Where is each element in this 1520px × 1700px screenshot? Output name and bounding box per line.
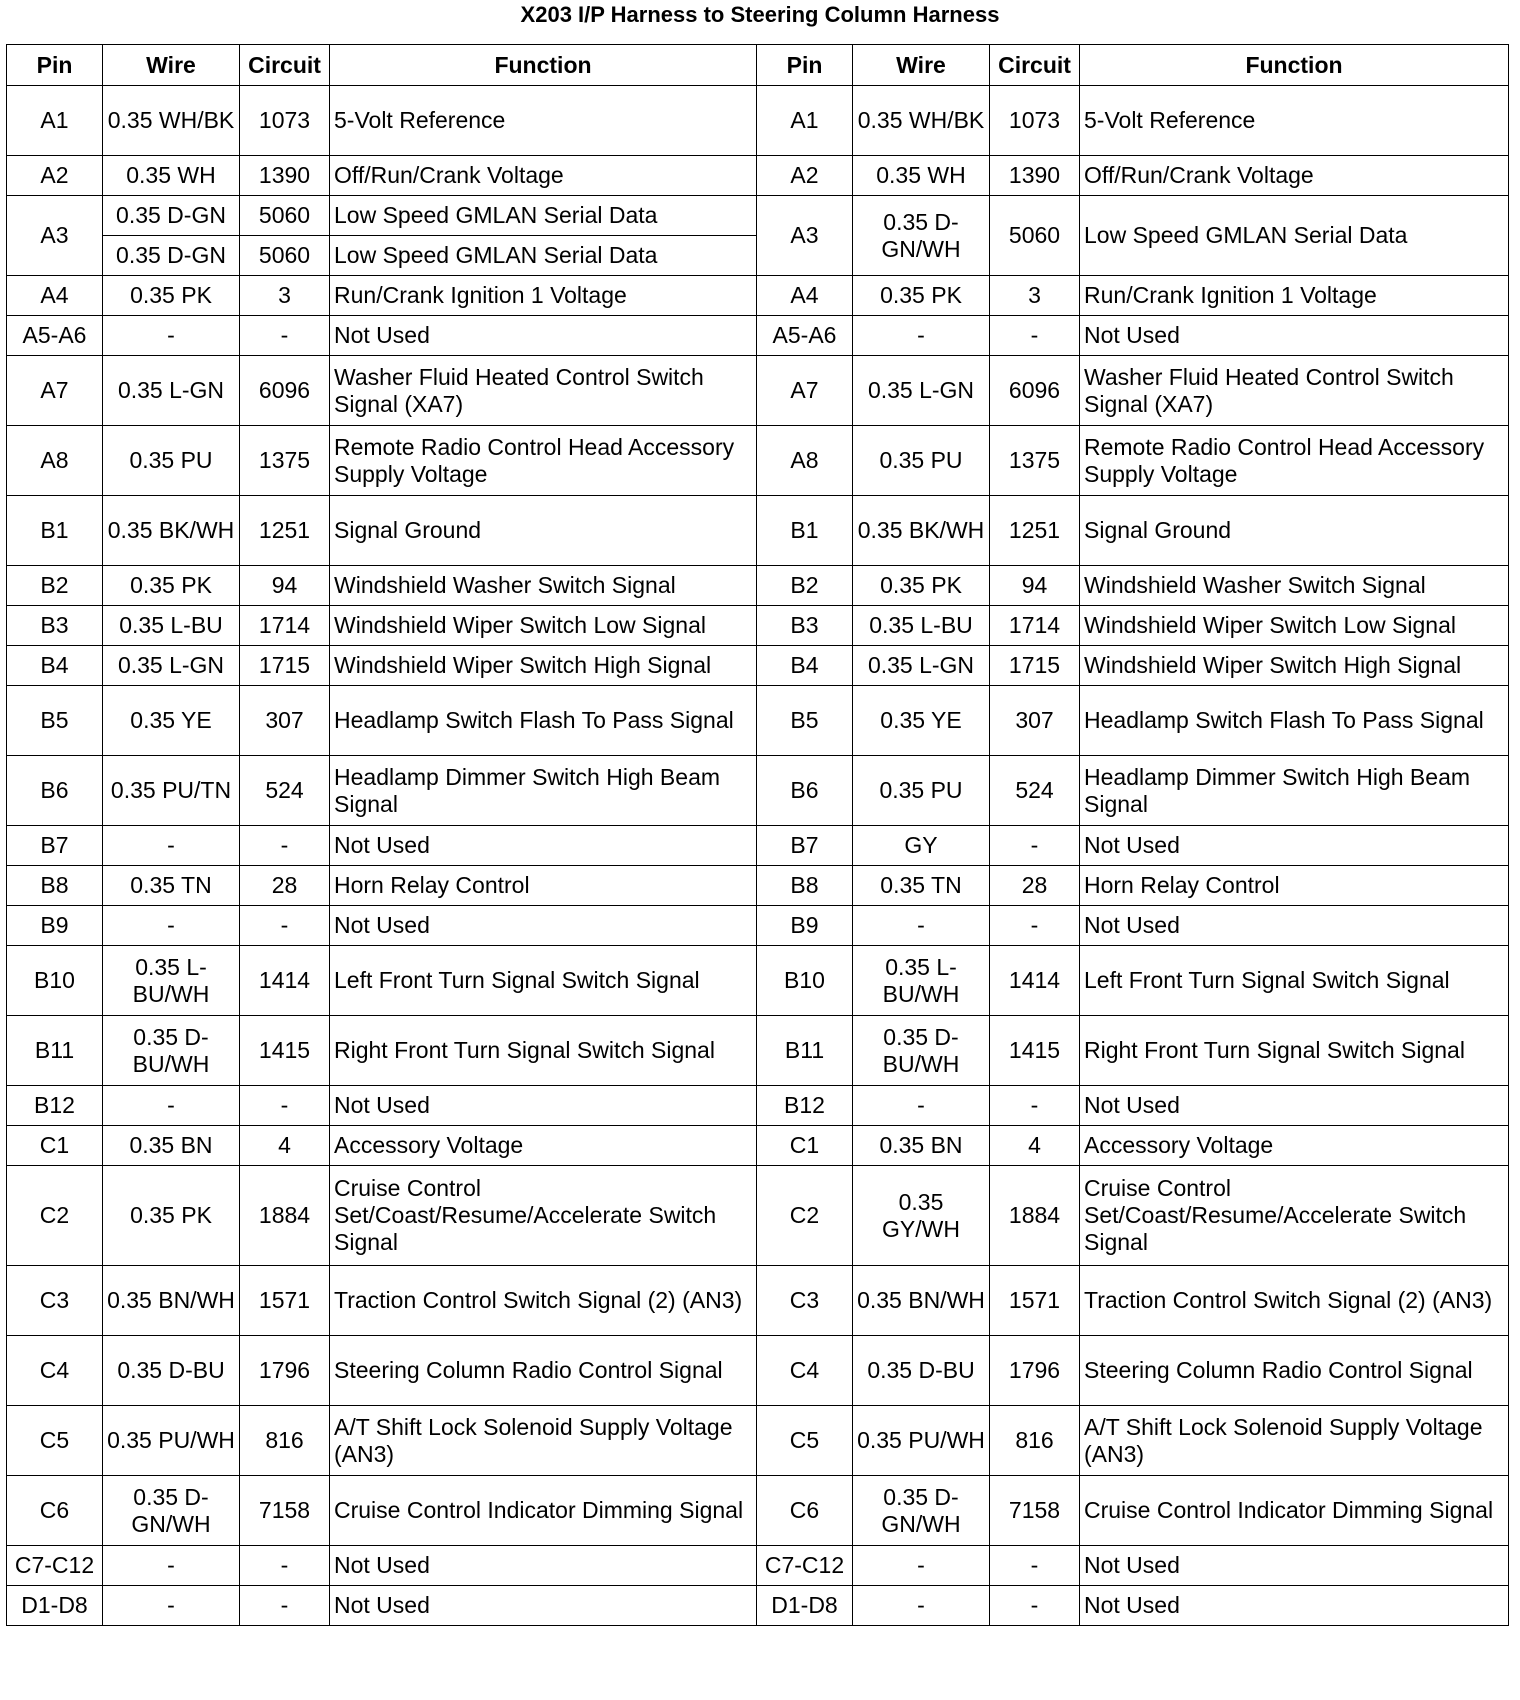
left-circuit-cell: 94 [240, 566, 330, 606]
left-pin-cell: C2 [7, 1166, 103, 1266]
left-function-cell: Low Speed GMLAN Serial Data [330, 196, 757, 236]
right-wire-cell: 0.35 PK [853, 566, 990, 606]
left-wire-cell: 0.35 PK [103, 276, 240, 316]
table-row [7, 1126, 1509, 1166]
left-function-cell: Windshield Wiper Switch High Signal [330, 646, 757, 686]
table-row [7, 276, 1509, 316]
header-wire: Wire [103, 45, 240, 86]
right-circuit-cell: 1251 [990, 496, 1080, 566]
right-function-cell: Left Front Turn Signal Switch Signal [1080, 946, 1509, 1016]
left-wire-cell: 0.35 D-BU [103, 1336, 240, 1406]
left-wire-cell: 0.35 D-BU/WH [103, 1016, 240, 1086]
right-function-cell: Steering Column Radio Control Signal [1080, 1336, 1509, 1406]
right-pin-cell: B9 [757, 906, 853, 946]
right-circuit-cell: 1571 [990, 1266, 1080, 1336]
left-function-cell: A/T Shift Lock Solenoid Supply Voltage (AN3) [330, 1406, 757, 1476]
right-circuit-cell: 816 [990, 1406, 1080, 1476]
right-circuit-cell: 5060 [990, 196, 1080, 276]
left-wire-cell: 0.35 YE [103, 686, 240, 756]
right-circuit-cell: 1390 [990, 156, 1080, 196]
left-circuit-cell: 1796 [240, 1336, 330, 1406]
left-circuit-cell: - [240, 906, 330, 946]
right-circuit-cell: - [990, 1086, 1080, 1126]
right-pin-cell: B12 [757, 1086, 853, 1126]
left-pin-cell: A2 [7, 156, 103, 196]
left-wire-cell: 0.35 PU/TN [103, 756, 240, 826]
right-wire-cell: 0.35 WH [853, 156, 990, 196]
right-circuit-cell: 1415 [990, 1016, 1080, 1086]
left-circuit-cell: 524 [240, 756, 330, 826]
left-pin-cell: C7-C12 [7, 1546, 103, 1586]
right-function-cell: Low Speed GMLAN Serial Data [1080, 196, 1509, 276]
left-wire-cell: 0.35 PK [103, 566, 240, 606]
right-wire-cell: 0.35 BN [853, 1126, 990, 1166]
right-function-cell: Right Front Turn Signal Switch Signal [1080, 1016, 1509, 1086]
left-wire-cell: 0.35 L-GN [103, 646, 240, 686]
right-function-cell: Windshield Wiper Switch High Signal [1080, 646, 1509, 686]
right-pin-cell: B3 [757, 606, 853, 646]
header-circuit: Circuit [240, 45, 330, 86]
left-pin-cell: C3 [7, 1266, 103, 1336]
left-wire-cell: 0.35 BN [103, 1126, 240, 1166]
right-circuit-cell: - [990, 1546, 1080, 1586]
right-pin-cell: B1 [757, 496, 853, 566]
left-circuit-cell: 1390 [240, 156, 330, 196]
right-pin-cell: B4 [757, 646, 853, 686]
right-function-cell: Washer Fluid Heated Control Switch Signal (XA7) [1080, 356, 1509, 426]
left-wire-cell: - [103, 826, 240, 866]
right-circuit-cell: 7158 [990, 1476, 1080, 1546]
right-circuit-cell: 94 [990, 566, 1080, 606]
table-row [7, 426, 1509, 496]
table-row [7, 686, 1509, 756]
left-pin-cell: A1 [7, 86, 103, 156]
right-wire-cell: - [853, 1086, 990, 1126]
left-wire-cell: 0.35 L-BU [103, 606, 240, 646]
left-pin-cell: B5 [7, 686, 103, 756]
harness-table [6, 44, 1509, 1626]
right-wire-cell: 0.35 TN [853, 866, 990, 906]
right-function-cell: Not Used [1080, 1586, 1509, 1626]
right-pin-cell: C4 [757, 1336, 853, 1406]
table-row [7, 646, 1509, 686]
left-circuit-cell: - [240, 316, 330, 356]
right-wire-cell: 0.35 GY/WH [853, 1166, 990, 1266]
right-wire-cell: 0.35 D-BU/WH [853, 1016, 990, 1086]
table-row [7, 356, 1509, 426]
table-row [7, 756, 1509, 826]
left-function-cell: Signal Ground [330, 496, 757, 566]
left-pin-cell: C4 [7, 1336, 103, 1406]
right-function-cell: Not Used [1080, 826, 1509, 866]
right-function-cell: Accessory Voltage [1080, 1126, 1509, 1166]
left-function-cell: Off/Run/Crank Voltage [330, 156, 757, 196]
table-body [7, 86, 1509, 1626]
right-pin-cell: A7 [757, 356, 853, 426]
left-function-cell: Run/Crank Ignition 1 Voltage [330, 276, 757, 316]
right-pin-cell: B8 [757, 866, 853, 906]
left-circuit-cell: - [240, 826, 330, 866]
right-function-cell: Not Used [1080, 316, 1509, 356]
right-function-cell: Headlamp Dimmer Switch High Beam Signal [1080, 756, 1509, 826]
left-function-cell: Windshield Wiper Switch Low Signal [330, 606, 757, 646]
left-pin-cell: B10 [7, 946, 103, 1016]
header-pin: Pin [757, 45, 853, 86]
left-circuit-cell: 1714 [240, 606, 330, 646]
left-function-cell: Headlamp Dimmer Switch High Beam Signal [330, 756, 757, 826]
left-function-cell: Traction Control Switch Signal (2) (AN3) [330, 1266, 757, 1336]
right-function-cell: Cruise Control Set/Coast/Resume/Accelerate Switch Signal [1080, 1166, 1509, 1266]
left-circuit-cell: 28 [240, 866, 330, 906]
right-circuit-cell: 307 [990, 686, 1080, 756]
left-circuit-cell: - [240, 1546, 330, 1586]
left-pin-cell: C1 [7, 1126, 103, 1166]
right-circuit-cell: 1414 [990, 946, 1080, 1016]
left-function-cell: Left Front Turn Signal Switch Signal [330, 946, 757, 1016]
header-row [7, 45, 1509, 86]
right-function-cell: Run/Crank Ignition 1 Voltage [1080, 276, 1509, 316]
right-wire-cell: 0.35 D-BU [853, 1336, 990, 1406]
right-wire-cell: 0.35 L-BU [853, 606, 990, 646]
left-function-cell: Not Used [330, 1586, 757, 1626]
left-function-cell: Accessory Voltage [330, 1126, 757, 1166]
right-function-cell: Off/Run/Crank Voltage [1080, 156, 1509, 196]
left-function-cell: Remote Radio Control Head Accessory Supply Voltage [330, 426, 757, 496]
left-function-cell: Not Used [330, 906, 757, 946]
left-pin-cell: B3 [7, 606, 103, 646]
right-circuit-cell: 1796 [990, 1336, 1080, 1406]
right-wire-cell: 0.35 PU [853, 756, 990, 826]
right-circuit-cell: 1375 [990, 426, 1080, 496]
left-circuit-cell: 1415 [240, 1016, 330, 1086]
right-function-cell: Not Used [1080, 1086, 1509, 1126]
left-wire-cell: 0.35 BN/WH [103, 1266, 240, 1336]
right-wire-cell: 0.35 D-GN/WH [853, 196, 990, 276]
table-row [7, 866, 1509, 906]
left-function-cell: Cruise Control Indicator Dimming Signal [330, 1476, 757, 1546]
table-row [7, 1586, 1509, 1626]
left-wire-cell: 0.35 L-GN [103, 356, 240, 426]
left-pin-cell: C5 [7, 1406, 103, 1476]
right-wire-cell: 0.35 PU/WH [853, 1406, 990, 1476]
table-row [7, 906, 1509, 946]
header-function: Function [330, 45, 757, 86]
left-circuit-cell: 1251 [240, 496, 330, 566]
left-wire-cell: 0.35 L-BU/WH [103, 946, 240, 1016]
right-circuit-cell: 1073 [990, 86, 1080, 156]
table-row [7, 606, 1509, 646]
table-row [7, 1476, 1509, 1546]
left-function-cell: Steering Column Radio Control Signal [330, 1336, 757, 1406]
right-wire-cell: GY [853, 826, 990, 866]
right-circuit-cell: 1884 [990, 1166, 1080, 1266]
left-circuit-cell: 6096 [240, 356, 330, 426]
table-row [7, 1086, 1509, 1126]
left-circuit-cell: 1571 [240, 1266, 330, 1336]
left-pin-cell: B4 [7, 646, 103, 686]
left-circuit-cell: 1414 [240, 946, 330, 1016]
left-circuit-cell: 3 [240, 276, 330, 316]
right-circuit-cell: - [990, 826, 1080, 866]
left-pin-cell: D1-D8 [7, 1586, 103, 1626]
left-circuit-cell: 5060 [240, 196, 330, 236]
left-circuit-cell: 5060 [240, 236, 330, 276]
right-function-cell: A/T Shift Lock Solenoid Supply Voltage (AN3) [1080, 1406, 1509, 1476]
right-function-cell: Not Used [1080, 906, 1509, 946]
left-function-cell: 5-Volt Reference [330, 86, 757, 156]
right-wire-cell: 0.35 PK [853, 276, 990, 316]
right-circuit-cell: 1714 [990, 606, 1080, 646]
left-wire-cell: 0.35 TN [103, 866, 240, 906]
left-pin-cell: A4 [7, 276, 103, 316]
right-function-cell: Signal Ground [1080, 496, 1509, 566]
left-pin-cell: B12 [7, 1086, 103, 1126]
right-pin-cell: A3 [757, 196, 853, 276]
table-row [7, 196, 1509, 236]
right-function-cell: Horn Relay Control [1080, 866, 1509, 906]
right-pin-cell: A5-A6 [757, 316, 853, 356]
right-wire-cell: - [853, 316, 990, 356]
left-circuit-cell: 1375 [240, 426, 330, 496]
header-pin: Pin [7, 45, 103, 86]
right-function-cell: Headlamp Switch Flash To Pass Signal [1080, 686, 1509, 756]
right-pin-cell: C7-C12 [757, 1546, 853, 1586]
left-pin-cell: B9 [7, 906, 103, 946]
right-pin-cell: B7 [757, 826, 853, 866]
left-pin-cell: A5-A6 [7, 316, 103, 356]
left-circuit-cell: 307 [240, 686, 330, 756]
header-circuit: Circuit [990, 45, 1080, 86]
right-circuit-cell: 1715 [990, 646, 1080, 686]
left-function-cell: Washer Fluid Heated Control Switch Signal (XA7) [330, 356, 757, 426]
right-wire-cell: 0.35 BN/WH [853, 1266, 990, 1336]
left-pin-cell: A3 [7, 196, 103, 276]
right-wire-cell: 0.35 D-GN/WH [853, 1476, 990, 1546]
left-circuit-cell: 4 [240, 1126, 330, 1166]
right-circuit-cell: 3 [990, 276, 1080, 316]
table-row [7, 156, 1509, 196]
table-row [7, 1546, 1509, 1586]
right-circuit-cell: - [990, 1586, 1080, 1626]
left-wire-cell: - [103, 1086, 240, 1126]
left-pin-cell: A7 [7, 356, 103, 426]
page-title: X203 I/P Harness to Steering Column Harness [520, 2, 1000, 27]
right-pin-cell: B10 [757, 946, 853, 1016]
left-wire-cell: 0.35 PU [103, 426, 240, 496]
left-circuit-cell: - [240, 1086, 330, 1126]
left-wire-cell: 0.35 D-GN [103, 236, 240, 276]
right-wire-cell: 0.35 YE [853, 686, 990, 756]
left-wire-cell: - [103, 1586, 240, 1626]
right-pin-cell: C2 [757, 1166, 853, 1266]
left-wire-cell: - [103, 316, 240, 356]
left-wire-cell: 0.35 D-GN [103, 196, 240, 236]
left-function-cell: Headlamp Switch Flash To Pass Signal [330, 686, 757, 756]
left-function-cell: Not Used [330, 1546, 757, 1586]
left-circuit-cell: 1715 [240, 646, 330, 686]
left-pin-cell: C6 [7, 1476, 103, 1546]
right-wire-cell: 0.35 L-BU/WH [853, 946, 990, 1016]
left-function-cell: Windshield Washer Switch Signal [330, 566, 757, 606]
right-pin-cell: B2 [757, 566, 853, 606]
right-function-cell: Remote Radio Control Head Accessory Supply Voltage [1080, 426, 1509, 496]
right-circuit-cell: 28 [990, 866, 1080, 906]
right-circuit-cell: 4 [990, 1126, 1080, 1166]
left-pin-cell: A8 [7, 426, 103, 496]
right-wire-cell: 0.35 BK/WH [853, 496, 990, 566]
header-wire: Wire [853, 45, 990, 86]
left-wire-cell: 0.35 WH [103, 156, 240, 196]
table-row [7, 496, 1509, 566]
right-pin-cell: C6 [757, 1476, 853, 1546]
right-circuit-cell: 6096 [990, 356, 1080, 426]
right-wire-cell: 0.35 WH/BK [853, 86, 990, 156]
right-pin-cell: C5 [757, 1406, 853, 1476]
right-circuit-cell: - [990, 316, 1080, 356]
right-function-cell: Cruise Control Indicator Dimming Signal [1080, 1476, 1509, 1546]
right-pin-cell: C3 [757, 1266, 853, 1336]
right-pin-cell: A8 [757, 426, 853, 496]
right-wire-cell: - [853, 906, 990, 946]
right-wire-cell: - [853, 1546, 990, 1586]
table-row [7, 826, 1509, 866]
table-row [7, 946, 1509, 1016]
table-row [7, 1406, 1509, 1476]
right-function-cell: Traction Control Switch Signal (2) (AN3) [1080, 1266, 1509, 1336]
left-wire-cell: - [103, 906, 240, 946]
left-wire-cell: - [103, 1546, 240, 1586]
right-pin-cell: A4 [757, 276, 853, 316]
left-pin-cell: B8 [7, 866, 103, 906]
right-pin-cell: B5 [757, 686, 853, 756]
left-circuit-cell: 816 [240, 1406, 330, 1476]
left-circuit-cell: 7158 [240, 1476, 330, 1546]
left-function-cell: Not Used [330, 316, 757, 356]
left-function-cell: Cruise Control Set/Coast/Resume/Accelerate Switch Signal [330, 1166, 757, 1266]
table-row [7, 1016, 1509, 1086]
left-function-cell: Horn Relay Control [330, 866, 757, 906]
right-pin-cell: B11 [757, 1016, 853, 1086]
right-function-cell: 5-Volt Reference [1080, 86, 1509, 156]
right-pin-cell: A1 [757, 86, 853, 156]
header-function: Function [1080, 45, 1509, 86]
left-pin-cell: B11 [7, 1016, 103, 1086]
right-circuit-cell: - [990, 906, 1080, 946]
left-wire-cell: 0.35 PU/WH [103, 1406, 240, 1476]
right-function-cell: Windshield Washer Switch Signal [1080, 566, 1509, 606]
left-function-cell: Low Speed GMLAN Serial Data [330, 236, 757, 276]
left-wire-cell: 0.35 BK/WH [103, 496, 240, 566]
left-circuit-cell: 1884 [240, 1166, 330, 1266]
left-function-cell: Right Front Turn Signal Switch Signal [330, 1016, 757, 1086]
left-function-cell: Not Used [330, 826, 757, 866]
left-pin-cell: B2 [7, 566, 103, 606]
right-pin-cell: D1-D8 [757, 1586, 853, 1626]
left-circuit-cell: 1073 [240, 86, 330, 156]
right-pin-cell: C1 [757, 1126, 853, 1166]
left-wire-cell: 0.35 WH/BK [103, 86, 240, 156]
right-function-cell: Windshield Wiper Switch Low Signal [1080, 606, 1509, 646]
left-pin-cell: B7 [7, 826, 103, 866]
right-wire-cell: 0.35 PU [853, 426, 990, 496]
right-pin-cell: B6 [757, 756, 853, 826]
right-wire-cell: 0.35 L-GN [853, 356, 990, 426]
right-pin-cell: A2 [757, 156, 853, 196]
right-wire-cell: 0.35 L-GN [853, 646, 990, 686]
table-row [7, 566, 1509, 606]
left-circuit-cell: - [240, 1586, 330, 1626]
table-row [7, 1336, 1509, 1406]
left-pin-cell: B6 [7, 756, 103, 826]
table-row [7, 1266, 1509, 1336]
table-row [7, 1166, 1509, 1266]
right-function-cell: Not Used [1080, 1546, 1509, 1586]
left-pin-cell: B1 [7, 496, 103, 566]
table-row [7, 316, 1509, 356]
left-wire-cell: 0.35 PK [103, 1166, 240, 1266]
right-wire-cell: - [853, 1586, 990, 1626]
right-circuit-cell: 524 [990, 756, 1080, 826]
left-wire-cell: 0.35 D-GN/WH [103, 1476, 240, 1546]
table-row [7, 86, 1509, 156]
left-function-cell: Not Used [330, 1086, 757, 1126]
